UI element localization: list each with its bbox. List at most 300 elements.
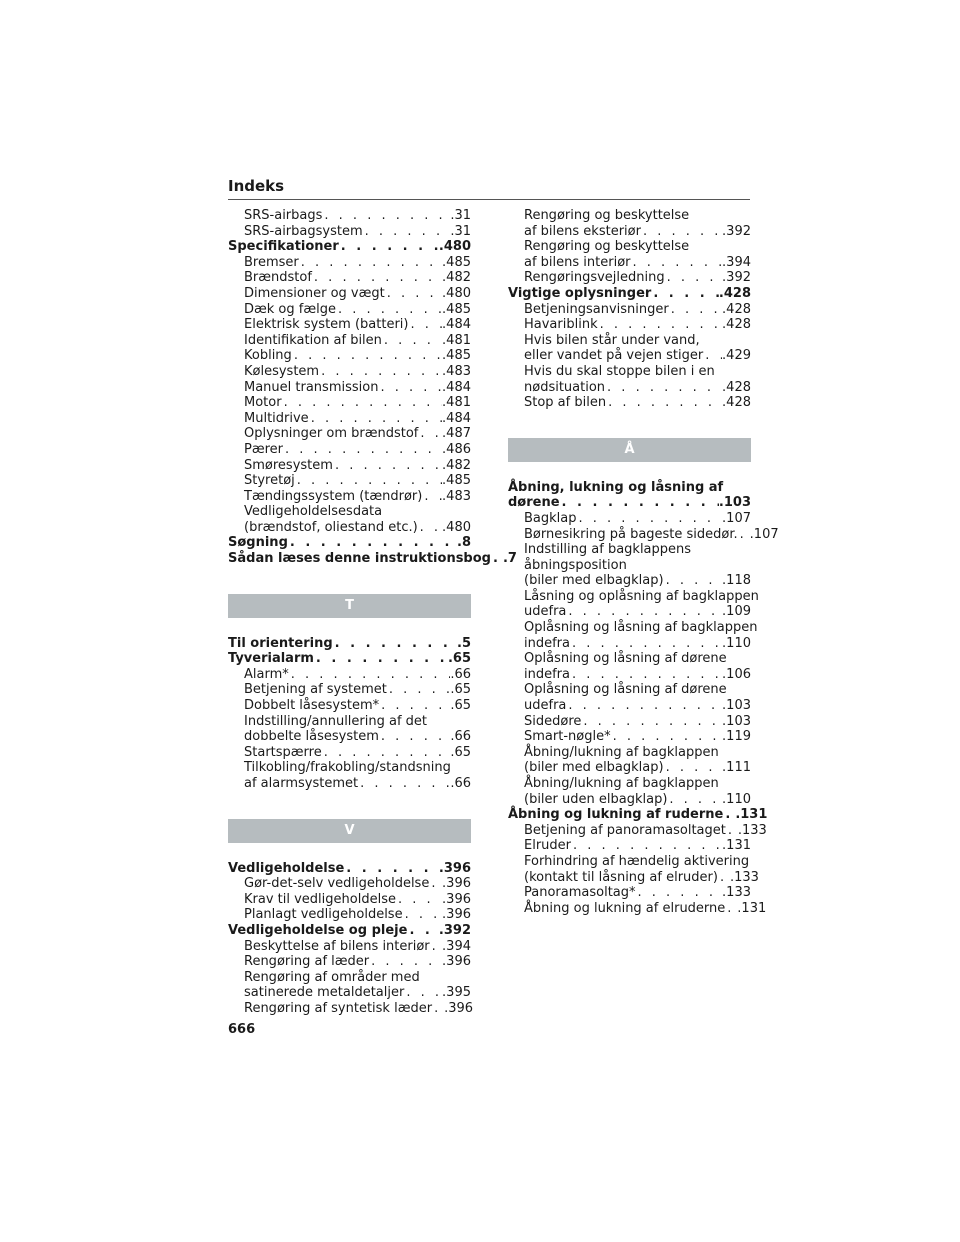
index-entry-line: Rengøring og beskyttelse [524,208,690,223]
index-entry-page: .119 [722,729,751,745]
index-entry-label: Elektrisk system (batteri) [244,317,409,333]
index-entry-label: Betjening af systemet [244,682,387,698]
index-entry-label: Dobbelt låsesystem* [244,698,380,714]
index-entry-label: Stop af bilen [524,395,607,411]
index-entry-page: .394 [722,254,751,270]
leader-dots [430,939,442,955]
index-entry-label: Vigtige oplysninger [508,285,652,301]
index-entry-page: .428 [722,301,751,317]
index-entry-sub[interactable] [508,208,751,239]
index-entry-line: Åbning/lukning af bagklappen [524,776,719,791]
index-entry-row [228,380,471,396]
index-entry-label: indefra [524,635,570,651]
index-entry-row [228,729,471,745]
leader-dots [611,729,722,745]
index-entry-row [228,907,471,923]
leader-dots [299,255,442,271]
index-entry-sub[interactable] [508,853,759,885]
index-entry-sub[interactable] [228,348,471,364]
index-entry-row [508,573,751,589]
index-entry-sub[interactable] [508,745,751,776]
index-entry-main[interactable] [508,807,768,823]
index-entry-page: .103 [722,713,751,729]
index-entry-sub[interactable] [228,714,471,745]
index-entry-page: .131 [722,838,751,854]
leader-dots [606,395,722,411]
index-entry-sub[interactable] [508,682,751,713]
index-entry-label: (biler med elbagklap) [524,760,664,776]
index-entry-sub[interactable] [228,892,471,908]
index-entry-line: Oplåsning og låsning af bagklappen [524,620,758,636]
index-entry-row [508,270,751,286]
index-entry-sub[interactable] [508,526,779,543]
index-entry-label: udefra [524,698,567,714]
index-letter-heading: T [228,594,471,618]
index-entry-row [508,224,751,240]
index-entry-line: Hvis bilen står under vand, [524,332,700,348]
index-entry-row [228,395,471,411]
index-entry-line: Åbning, lukning og låsning af [508,479,724,495]
index-entry-page: .103 [718,495,751,511]
index-entry-page: .486 [442,441,471,457]
index-entry-line: åbningsposition [524,557,627,573]
index-entry-label: Søgning [228,535,288,551]
index-entry-row [228,776,471,792]
index-entry-sub[interactable] [508,714,751,730]
index-entry-row [228,651,471,667]
index-entry-page: .485 [442,301,471,317]
index-entry-row [508,286,751,302]
index-entry-main[interactable] [228,923,471,939]
leader-dots [738,527,750,543]
index-entry-sub[interactable] [508,776,751,807]
index-entry-row [228,473,471,489]
index-entry-main[interactable] [228,636,471,652]
index-entry-page: .429 [722,348,751,364]
index-entry-page: .481 [442,332,471,348]
index-entry-sub[interactable] [228,426,471,442]
index-entry-row [228,302,471,318]
index-entry-page: .110 [722,791,751,807]
index-entry-sub[interactable] [228,876,471,892]
index-entry-page: .65 [447,651,471,667]
index-column-right [508,208,779,916]
index-entry-row [228,682,471,698]
index-entry-row [508,526,779,543]
index-entry-line: Rengøring og beskyttelse [524,239,690,255]
leader-dots [566,698,722,714]
index-entry-sub[interactable] [508,511,751,527]
index-entry-page: .396 [442,876,471,892]
leader-dots [289,667,451,683]
index-entry-row [228,317,471,333]
index-entry-label: Rengøringsvejledning [524,270,665,286]
index-entry-sub[interactable] [508,729,751,745]
index-entry-sub[interactable] [228,954,471,970]
index-entry-label: Smart-nøgle* [524,729,611,745]
index-entry-label: Til orientering [228,635,333,651]
index-entry-row [228,348,471,364]
index-entry-label: Åbning og lukning af ruderne [508,807,724,823]
leader-dots [283,442,442,458]
leader-dots [319,364,442,380]
index-entry-label: SRS-airbagsystem [244,223,363,239]
leader-dots [292,348,442,364]
index-entry-page: .31 [450,223,471,239]
index-entry-sub[interactable] [228,1000,474,1017]
index-entry-row [228,636,471,652]
index-entry-label: af bilens eksteriør [524,223,641,239]
leader-dots [422,489,442,505]
index-entry-row [508,348,751,364]
index-entry-row [508,807,768,823]
index-entry-label: Kobling [244,348,292,364]
leader-dots [363,224,451,240]
index-entry-row [228,939,471,955]
index-entry-page: .428 [718,285,751,301]
index-entry-sub[interactable] [228,939,471,955]
index-entry-label: Åbning og lukning af elruderne [524,900,726,916]
leader-dots [725,901,737,917]
index-entry-label: indefra [524,666,570,682]
leader-dots [379,698,450,714]
index-entry-page: .7 [502,551,517,567]
index-entry-sub[interactable] [228,504,471,535]
index-entry-page: .480 [442,519,471,535]
index-entry-sub[interactable] [228,411,471,427]
index-entry-row [228,489,471,505]
index-entry-label: Bremser [244,254,299,270]
leader-dots [432,1001,444,1017]
index-entry-label: Havariblink [524,317,598,333]
index-entry-row [228,954,471,970]
leader-dots [396,892,442,908]
index-entry-line: Forhindring af hændelig aktivering [524,853,750,869]
index-entry-page: .65 [450,682,471,698]
index-entry-row [228,698,471,714]
index-entry-sub[interactable] [228,760,471,791]
index-entry-row [228,239,471,255]
index-entry-row [228,985,471,1001]
leader-dots [641,224,722,240]
leader-dots [407,923,438,939]
leader-dots [378,380,442,396]
index-entry-line: Tilkobling/frakobling/standsning [244,760,451,776]
index-entry-sub[interactable] [228,682,471,698]
index-entry-row [228,458,471,474]
index-entry-row [508,869,759,886]
index-entry-sub[interactable] [228,489,471,505]
index-entry-sub[interactable] [508,885,751,901]
index-entry-label: Sådan læses denne instruktionsbog [228,551,491,567]
index-entry-sub[interactable] [228,286,471,302]
index-entry-sub[interactable] [508,822,767,839]
leader-dots [333,458,442,474]
leader-dots [631,255,723,271]
index-entry-page: .133 [737,822,767,838]
leader-dots [718,870,730,886]
index-entry-main[interactable] [228,651,471,667]
index-entry-page: .110 [722,635,751,651]
index-entry-label: Dæk og fælge [244,301,336,317]
index-entry-line: Låsning og oplåsning af bagklappen [524,588,759,604]
index-entry-sub[interactable] [228,208,471,224]
index-entry-label: Sidedøre [524,713,582,729]
leader-dots [560,495,719,511]
section-gap [228,792,471,819]
leader-dots [385,286,442,302]
leader-dots [358,776,450,792]
index-entry-page: .396 [444,1000,474,1016]
index-entry-label: af alarmsystemet [244,776,359,791]
index-entry-page: .103 [722,698,751,714]
index-entry-label: Kølesystem [244,363,320,379]
leader-dots [667,792,722,808]
index-entry-sub[interactable] [228,667,471,683]
header-title: Indeks [228,177,285,195]
index-entry-page: .485 [442,254,471,270]
index-entry-row [228,364,471,380]
index-entry-sub[interactable] [228,442,471,458]
leader-dots [339,239,439,255]
index-entry-sub[interactable] [508,838,751,854]
index-entry-page: .392 [438,922,471,938]
index-entry-row [508,698,751,714]
index-entry-label: dobbelte låsesystem [244,729,379,745]
index-entry-page: .396 [442,907,471,923]
leader-dots [703,348,722,364]
index-entry-row [228,861,471,877]
index-entry-page: .65 [450,698,471,714]
index-entry-page: .107 [722,510,751,526]
index-letter-heading: Å [508,438,751,462]
index-entry-page: .428 [722,395,751,411]
index-entry-page: .480 [442,285,471,301]
index-entry-sub[interactable] [228,458,471,474]
leader-dots [314,651,448,667]
index-entry-label: satinerede metaldetaljer [244,985,405,1001]
leader-dots [665,270,722,286]
index-entry-main[interactable] [508,286,751,302]
index-entry-label: Krav til vedligeholdelse [244,891,396,907]
index-entry-sub[interactable] [508,270,751,286]
index-entry-sub[interactable] [228,364,471,380]
leader-dots [387,682,450,698]
leader-dots [726,823,738,839]
index-entry-line: Oplåsning og låsning af dørene [524,651,727,667]
index-entry-label: Tændingssystem (tændrør) [244,488,423,504]
index-entry-page: .487 [442,426,471,442]
index-entry-line: Oplåsning og låsning af dørene [524,682,727,698]
leader-dots [379,729,450,745]
index-entry-label: Tyverialarm [228,651,314,667]
index-entry-row [508,760,751,776]
page-number: 666 [228,1022,256,1037]
index-entry-label: Børnesikring på bageste sidedør. [524,526,738,542]
index-entry-label: Oplysninger om brændstof [244,426,419,442]
index-entry-row [228,286,471,302]
leader-dots [651,286,719,302]
index-entry-page: .131 [735,807,768,823]
index-entry-page: .111 [722,760,751,776]
index-entry-row [508,380,751,396]
index-entry-main[interactable] [228,535,471,551]
index-entry-page: .394 [442,938,471,954]
index-entry-page: .485 [442,348,471,364]
index-entry-sub[interactable] [228,270,471,286]
index-entry-row [508,511,751,527]
leader-dots [333,636,457,652]
index-entry-page: .484 [442,379,471,395]
index-entry-page: .118 [722,573,751,589]
index-entry-row [508,714,751,730]
index-entry-page: .8 [457,535,471,551]
index-entry-label: SRS-airbags [244,208,323,223]
index-entry-sub[interactable] [228,317,471,333]
index-entry-label: Betjening af panoramasoltaget [524,822,726,838]
index-entry-row [228,224,471,240]
index-entry-row [228,923,471,939]
index-entry-main[interactable] [228,861,471,877]
index-entry-row [508,495,751,511]
index-letter-heading: V [228,819,471,843]
index-entry-row [508,667,751,683]
leader-dots [322,208,450,224]
index-entry-sub[interactable] [228,745,471,761]
index-entry-main[interactable] [228,239,471,255]
leader-dots [570,667,722,683]
index-entry-page: .483 [442,488,471,504]
index-entry-sub[interactable] [508,542,751,589]
index-entry-label: Alarm* [244,666,289,682]
index-entry-row [508,729,751,745]
index-entry-sub[interactable] [508,239,751,270]
index-entry-sub[interactable] [508,317,751,333]
leader-dots [566,604,722,620]
index-entry-row [228,442,471,458]
index-entry-label: Motor [244,395,282,411]
leader-dots [336,302,442,318]
section-gap [508,411,751,438]
index-entry-label: dørene [508,495,560,511]
index-entry-page: .428 [722,317,751,333]
index-entry-row [508,317,751,333]
leader-dots [344,861,439,877]
index-entry-row [228,551,517,567]
leader-dots [288,535,457,551]
index-entry-sub[interactable] [228,970,471,1001]
index-entry-main[interactable] [228,551,517,567]
index-entry-sub[interactable] [508,651,751,682]
index-entry-label: (brændstof, oliestand etc.) [244,519,418,535]
index-entry-page: .5 [457,635,471,651]
index-entry-line: Rengøring af områder med [244,969,420,985]
index-entry-label: (biler med elbagklap) [524,573,664,589]
index-entry-page: .484 [442,410,471,426]
index-entry-sub[interactable] [508,620,758,651]
index-entry-sub[interactable] [228,698,471,714]
index-entry-label: Vedligeholdelse og pleje [228,922,408,938]
leader-dots [570,636,722,652]
index-entry-label: Brændstof [244,270,312,286]
index-entry-row [228,426,471,442]
leader-dots [408,317,442,333]
leader-dots [636,885,723,901]
leader-dots [418,426,442,442]
index-entry-row [508,636,751,652]
index-entry-sub[interactable] [508,302,751,318]
index-entry-row [508,395,751,411]
index-entry-sub[interactable] [508,588,759,620]
index-entry-label: Dimensioner og vægt [244,285,385,301]
index-entry-sub[interactable] [508,900,767,917]
index-entry-page: .481 [442,395,471,411]
index-entry-label: Planlagt vedligeholdelse [244,907,403,923]
index-entry-page: .65 [450,744,471,760]
leader-dots [664,573,722,589]
leader-dots [581,714,722,730]
index-entry-label: Beskyttelse af bilens interiør [244,938,430,954]
index-entry-label: Startspærre [244,744,322,760]
leader-dots [429,876,442,892]
leader-dots [669,302,722,318]
index-entry-label: Specifikationer [228,239,339,255]
index-entry-line: Hvis du skal stoppe bilen i en [524,363,715,379]
index-entry-page: .428 [722,379,751,395]
leader-dots [571,838,722,854]
section-gap [228,618,471,636]
index-entry-row [228,876,471,892]
index-entry-sub[interactable] [508,333,751,364]
index-entry-sub[interactable] [228,907,471,923]
index-entry-page: .396 [442,954,471,970]
index-entry-label: Gør-det-selv vedligeholdelse [244,876,430,892]
leader-dots [282,395,442,411]
index-entry-page: .66 [450,729,471,745]
index-entry-label: (biler uden elbagklap) [524,791,668,807]
index-entry-sub[interactable] [228,395,471,411]
index-entry-sub[interactable] [228,302,471,318]
index-entry-page: .395 [442,985,471,1001]
index-entry-label: udefra [524,604,567,620]
index-entry-sub[interactable] [228,255,471,271]
index-entry-sub[interactable] [228,380,471,396]
index-entry-row [508,838,751,854]
index-entry-label: Betjeningsanvisninger [524,301,669,317]
index-entry-page: .133 [722,885,751,901]
index-entry-row [508,885,751,901]
index-entry-sub[interactable] [228,473,471,489]
index-entry-page: .133 [729,869,759,885]
leader-dots [605,380,722,396]
index-entry-sub[interactable] [508,364,751,395]
index-entry-row [508,900,767,917]
index-entry-main[interactable] [508,480,751,511]
index-entry-page: .392 [722,223,751,239]
index-entry-sub[interactable] [228,224,471,240]
index-entry-sub[interactable] [508,395,751,411]
index-entry-row [228,745,471,761]
index-entry-page: .31 [450,208,471,223]
leader-dots [312,270,442,286]
index-entry-row [228,1000,474,1017]
index-entry-sub[interactable] [228,333,471,349]
index-entry-line: Åbning/lukning af bagklappen [524,744,719,760]
index-entry-row [508,792,751,808]
section-gap [228,843,471,861]
index-entry-page: .485 [442,473,471,489]
index-entry-label: (kontakt til låsning af elruder) [524,869,718,885]
